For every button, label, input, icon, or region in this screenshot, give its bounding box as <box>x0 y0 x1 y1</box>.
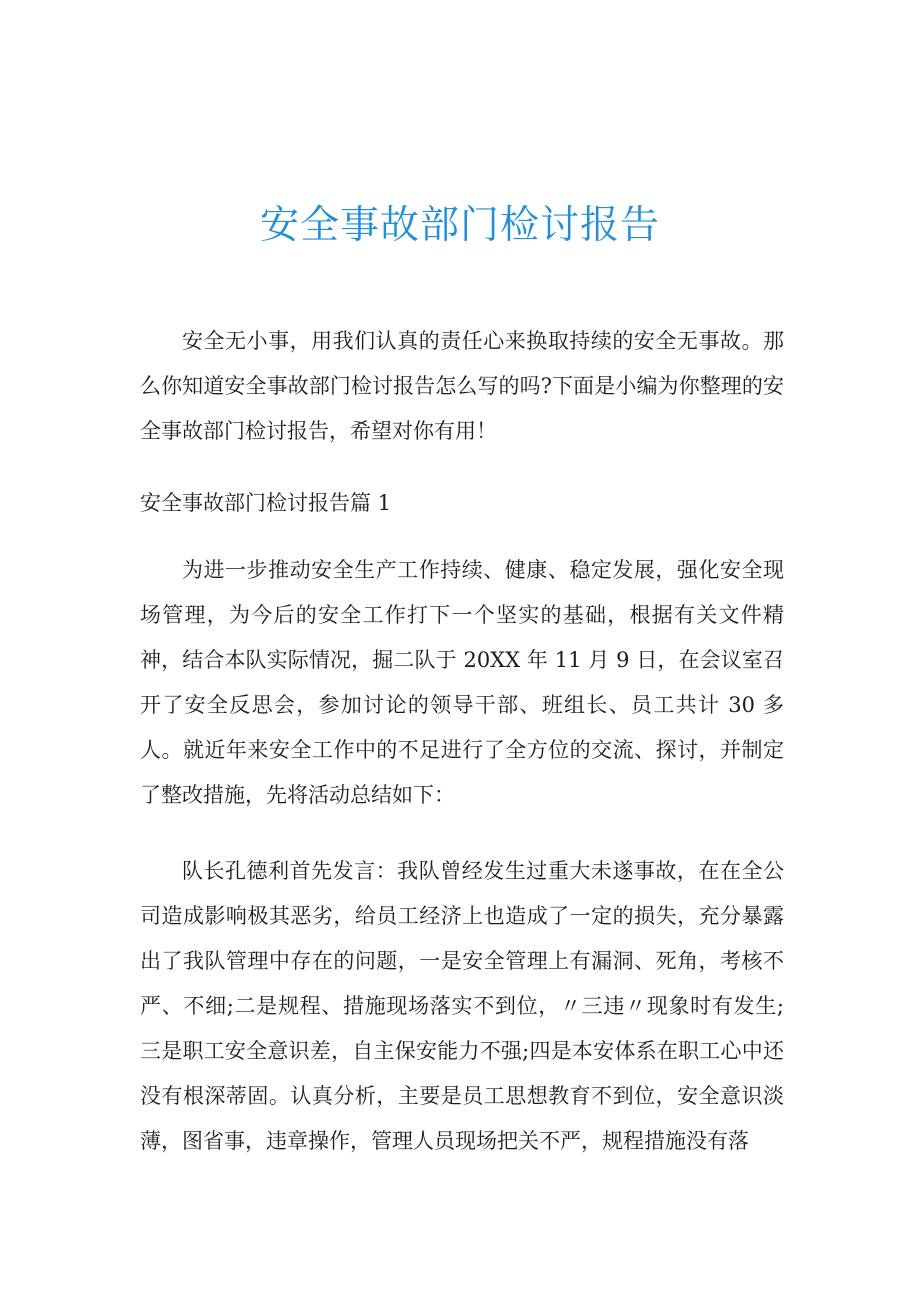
section-heading: 安全事故部门检讨报告篇 1 <box>140 491 392 515</box>
body-paragraph-1: 为进一步推动安全生产工作持续、健康、稳定发展，强化安全现场管理，为今后的安全工作打下一个坚实的基础，根据有关文件精神，结合本队实际情况，掘二队于 20XX 年 11 月 9 日，在会议室召开了安全反思会，参加讨论的领导干部、班组长、员工共计 30 多人。就近年来安全工作中的不足进行了全方位的交流、探讨，并制定了整改措施，先将活动总结如下： <box>140 558 784 807</box>
intro-paragraph: 安全无小事，用我们认真的责任心来换取持续的安全无事故。那么你知道安全事故部门检讨报告怎么写的吗?下面是小编为你整理的安全事故部门检讨报告，希望对你有用！ <box>140 329 784 443</box>
document-title: 安全事故部门检讨报告 <box>259 203 660 248</box>
body-paragraph-2: 队长孔德利首先发言：我队曾经发生过重大未遂事故，在在全公司造成影响极其恶劣，给员工经济上也造成了一定的损失，充分暴露出了我队管理中存在的问题，一是安全管理上有漏洞、死角，考核不严、不细;二是规程、措施现场落实不到位，〃三违〃现象时有发生;三是职工安全意识差，自主保安能力不强;四是本安体系在职工心中还没有根深蒂固。认真分析，主要是员工思想教育不到位，安全意识淡薄，图省事，违章操作，管理人员现场把关不严，规程措施没有落 <box>140 859 784 1153</box>
